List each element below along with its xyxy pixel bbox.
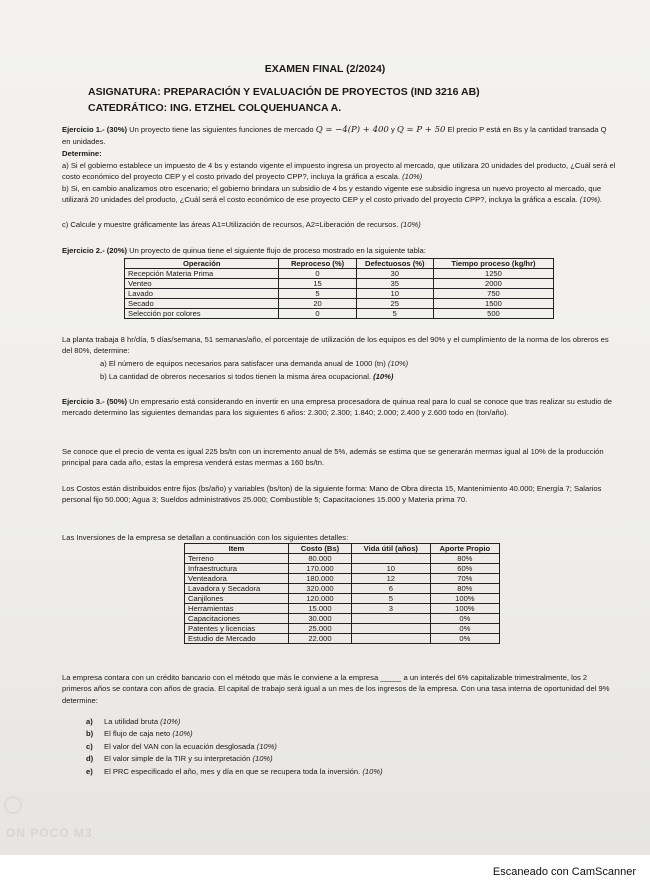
ex3-investments-intro: Las Inversiones de la empresa se detallan a continuación con los siguientes detalles: (62, 533, 349, 542)
process-table-header-cell: Defectuosos (%) (356, 259, 433, 269)
ex1-part-c: c) Calcule y muestre gráficamente las áreas A1=Utilización de recursos, A2=Liberación de recursos. (10%) (62, 220, 421, 229)
process-table-cell: 5 (356, 309, 433, 319)
process-table-cell: 30 (356, 269, 433, 279)
investment-table-row (185, 624, 500, 634)
process-table-cell: 1500 (433, 299, 553, 309)
subject-heading: ASIGNATURA: PREPARACIÓN Y EVALUACIÓN DE PROYECTOS (IND 3216 AB) (88, 86, 480, 98)
investment-table-header-cell: Aporte Propio (430, 544, 499, 554)
process-table-cell: 5 (279, 289, 356, 299)
investment-table-cell: 0% (430, 634, 499, 644)
investment-table-cell: 5 (351, 594, 430, 604)
camera-watermark-icon (4, 796, 22, 814)
ex2-part-a: a) El número de equipos necesarios para satisfacer una demanda anual de 1000 (tn) (10%) (100, 359, 409, 368)
investment-table-header-cell: Vida útil (años) (351, 544, 430, 554)
scanner-footer: Escaneado con CamScanner (492, 866, 636, 878)
investment-table-row (185, 564, 500, 574)
process-table-header-cell: Operación (125, 259, 279, 269)
ex3-credit-text: La empresa contara con un crédito bancario con el método que más le conviene a la empresa _____ a un interés del 6% capitalizable trimestralmente, los 2 primeros años se contara con años de gracia. El capital de trabajo será igual a un mes de los ingresos de la empresa. Con una tasa interna de oportunidad del 9% determine: (62, 673, 610, 705)
investment-table-row (185, 584, 500, 594)
investment-table-cell: 6 (351, 584, 430, 594)
process-table-cell: Selección por colores (125, 309, 279, 319)
process-table-row (125, 289, 554, 299)
process-table-cell: 10 (356, 289, 433, 299)
process-table-cell: Recepción Materia Prima (125, 269, 279, 279)
investment-table-row (185, 594, 500, 604)
process-table-cell: 15 (279, 279, 356, 289)
investment-table-cell (351, 634, 430, 644)
process-table-cell: 25 (356, 299, 433, 309)
investment-table-cell: 100% (430, 604, 499, 614)
investment-table-cell: 10 (351, 564, 430, 574)
investment-table-cell: Estudio de Mercado (185, 634, 289, 644)
ex1-determine: Determine: (62, 149, 102, 158)
investment-table-cell: 22.000 (288, 634, 351, 644)
process-table-header-cell: Reproceso (%) (279, 259, 356, 269)
ex3-statement: Ejercicio 3.- (50%) Un empresario está considerando en invertir en una empresa procesadora de quinua real para lo cual se conoce que tras realizar su estudio de mercado determino las siguientes demandas para los siguientes 6 años: 2.300; 2.300; 1.840; 2.000; 2.400 y 2.600 todo en (ton/año). (62, 397, 613, 418)
investment-table-cell (351, 554, 430, 564)
investment-table-row (185, 604, 500, 614)
exam-title: EXAMEN FINAL (2/2024) (264, 63, 386, 75)
investment-table-cell: 70% (430, 574, 499, 584)
investment-table-cell: Terreno (185, 554, 289, 564)
investment-table-cell: 80% (430, 554, 499, 564)
investment-table-cell: 3 (351, 604, 430, 614)
ex1-part-b: b) Si, en cambio analizamos otro escenario; el gobierno brindara un subsidio de 4 bs y estando vigente ese subsidio ingresa un nuevo proyecto al mercado, que utilizará 20 unidades del producto, ¿Cuál será el costo económico de ese proyecto CEP y el costo privado del proyecto CPP?, incluya la gráfica a escala. (10%). (62, 184, 603, 205)
investments-table (184, 543, 500, 644)
process-table-cell: Venteo (125, 279, 279, 289)
demand-equation: Q = −4(P) + 400 (315, 125, 389, 135)
process-table-cell: 1250 (433, 269, 553, 279)
supply-equation: Q = P + 50 (396, 125, 446, 135)
investment-table-header-cell: Costo (Bs) (288, 544, 351, 554)
teacher-heading: CATEDRÁTICO: ING. ETZHEL COLQUEHUANCA A. (88, 102, 342, 114)
investment-table-cell: 80% (430, 584, 499, 594)
ex3-question: a) La utilidad bruta (10%) (86, 717, 181, 726)
camera-watermark: ON POCO M3 (6, 826, 93, 840)
investment-table-header-cell: Item (185, 544, 289, 554)
process-table-cell: 20 (279, 299, 356, 309)
ex3-question: e) El PRC especificado el año, mes y día en que se recupera toda la inversión. (10%) (86, 766, 383, 776)
process-table-cell: 0 (279, 309, 356, 319)
ex3-price-text: Se conoce que el precio de venta es igual 225 bs/tn con un incremento anual de 5%, además se estima que se generarán mermas igual al 10% de la producción principal para cada año, estas la empresa venderá estas mermas a 160 bs/tn. (62, 447, 604, 468)
process-table-row (125, 279, 554, 289)
ex1-label: Ejercicio 1.- (30%) (62, 125, 127, 134)
investment-table-cell: 170.000 (288, 564, 351, 574)
ex2-part-b: b) La cantidad de obreros necesarios si todos tienen la misma área ocupacional. (10%) (100, 372, 394, 381)
investment-table-cell: 120.000 (288, 594, 351, 604)
investment-table-cell: 12 (351, 574, 430, 584)
ex3-questions-list (86, 716, 383, 778)
investment-table-cell: Venteadora (185, 574, 289, 584)
investment-table-cell (351, 624, 430, 634)
investment-table-row (185, 554, 500, 564)
process-table-cell: Secado (125, 299, 279, 309)
investment-table-cell: 0% (430, 624, 499, 634)
investment-table-cell: 180.000 (288, 574, 351, 584)
process-table-cell: 0 (279, 269, 356, 279)
process-table-row (125, 299, 554, 309)
investment-table-cell: 320.000 (288, 584, 351, 594)
process-table-row (125, 269, 554, 279)
ex3-question: c) El valor del VAN con la ecuación desglosada (10%) (86, 741, 277, 751)
investment-table-row (185, 634, 500, 644)
investment-table-cell: 80.000 (288, 554, 351, 564)
ex1-statement: Ejercicio 1.- (30%) Un proyecto tiene las siguientes funciones de mercado Q = −4(P) + 400 y Q = P + 50 El precio P está en Bs y la cantidad transada Q en unidades. (62, 125, 607, 147)
investment-table-cell: 15.000 (288, 604, 351, 614)
ex2-text: La planta trabaja 8 hr/día, 5 días/semana, 51 semanas/año, el porcentaje de utilización de los equipos es del 90% y el cumplimiento de la norma de los obreros es del 80%, determine: (62, 335, 609, 356)
process-table-row (125, 309, 554, 319)
investment-table-cell: Infraestructura (185, 564, 289, 574)
process-table-cell: 500 (433, 309, 553, 319)
investment-table-row (185, 574, 500, 584)
investment-table-row (185, 614, 500, 624)
investment-table-cell: Herramientas (185, 604, 289, 614)
ex3-question: b) El flujo de caja neto (10%) (86, 729, 193, 739)
process-table-cell: Lavado (125, 289, 279, 299)
investment-table-cell: Patentes y licencias (185, 624, 289, 634)
investment-table-cell: 25.000 (288, 624, 351, 634)
ex3-costs-text: Los Costos están distribuidos entre fijos (bs/año) y variables (bs/ton) de la siguiente forma: Mano de Obra directa 15, Mantenimiento 40.000; Energía 7; Salarios personal fijo 50.000; Agua 3; Sueldos administrativos 25.000; Combustible 5; Capacitaciones 15.000 y Materia prima 70. (62, 484, 602, 505)
process-table-cell: 750 (433, 289, 553, 299)
investment-table-cell: Canjilones (185, 594, 289, 604)
investment-table-cell: 100% (430, 594, 499, 604)
ex3-question: d) El valor simple de la TIR y su interpretación (10%) (86, 754, 273, 764)
investment-table-cell: Capacitaciones (185, 614, 289, 624)
investment-table-cell: 0% (430, 614, 499, 624)
investment-table-cell: Lavadora y Secadora (185, 584, 289, 594)
ex1-part-a: a) Si el gobierno establece un impuesto de 4 bs y estando vigente el impuesto ingresa un proyecto al mercado, que utilizara 20 unidades del producto, ¿Cuál será el costo económico del proyecto CEP y el costo privado del proyecto CPP?, incluya la gráfica a escala. (10%) (62, 161, 616, 182)
investment-table-cell: 30.000 (288, 614, 351, 624)
investment-table-cell (351, 614, 430, 624)
investment-table-cell: 60% (430, 564, 499, 574)
process-table-header-cell: Tiempo proceso (kg/hr) (433, 259, 553, 269)
process-table-cell: 2000 (433, 279, 553, 289)
process-flow-table (124, 258, 554, 319)
ex2-statement: Ejercicio 2.- (20%) Un proyecto de quinua tiene el siguiente flujo de proceso mostrado en la siguiente tabla: (62, 246, 426, 255)
process-table-cell: 35 (356, 279, 433, 289)
